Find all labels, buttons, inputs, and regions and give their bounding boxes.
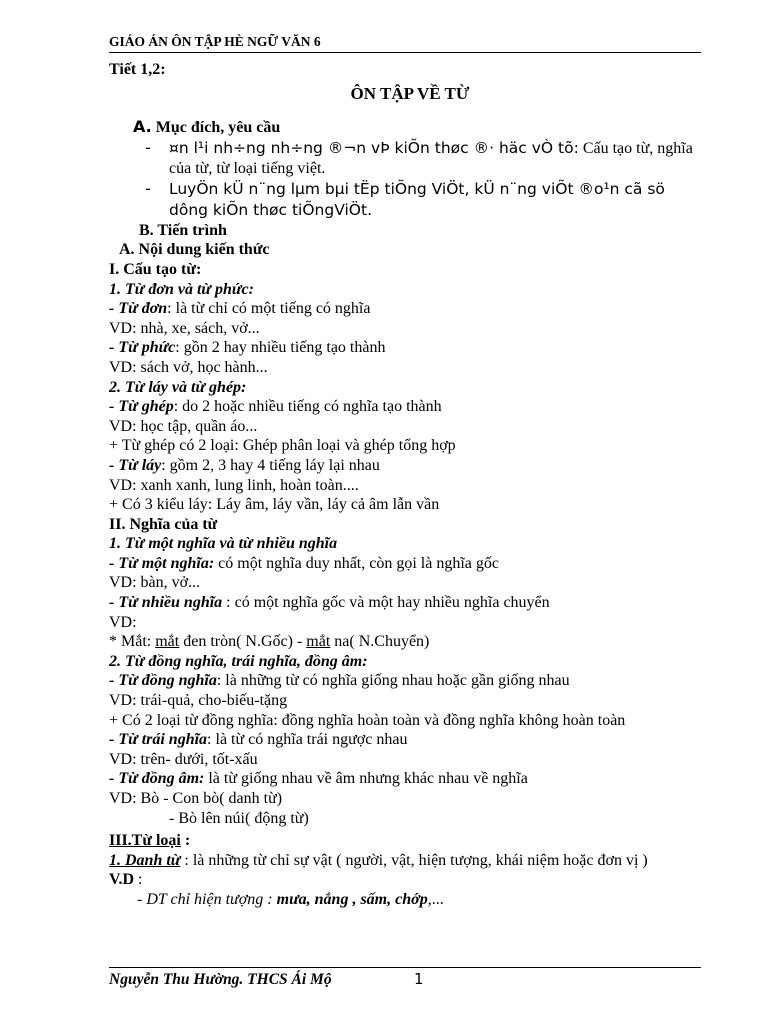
definition-line xyxy=(109,593,701,613)
example-text: * Mắt: xyxy=(109,633,156,651)
definition: : có một nghĩa gốc và một hay nhiều nghĩa chuyển xyxy=(222,594,550,612)
term: - Từ đồng âm: xyxy=(109,770,205,788)
lesson-label: Tiết 1,2: xyxy=(109,61,166,78)
example-line: VD: trái-quả, cho-biếu-tặng xyxy=(109,692,288,710)
page-header: GIÁO ÁN ÔN TẬP HÈ NGỮ VĂN 6 xyxy=(109,34,701,53)
note-line: + Từ ghép có 2 loại: Ghép phân loại và ghép tổng hợp xyxy=(109,437,456,455)
term: - Từ ghép xyxy=(109,398,174,416)
goals-heading-text: Mục đích, yêu cầu xyxy=(155,119,281,137)
example-text: - DT chỉ hiện tượng : xyxy=(137,890,277,908)
goal-item xyxy=(109,179,701,221)
example-text: ,... xyxy=(427,890,444,908)
example-line xyxy=(109,890,701,910)
section-heading: II. Nghĩa của từ xyxy=(109,515,218,533)
definition: có một nghĩa duy nhất, còn gọi là nghĩa gốc xyxy=(214,554,499,572)
goals-letter: A. xyxy=(133,117,152,137)
process-heading: B. Tiến trình xyxy=(139,221,227,239)
example-line: VD: xyxy=(109,613,137,631)
definition-line xyxy=(109,730,701,750)
example-text: đen tròn( N.Gốc) - xyxy=(179,633,307,651)
definition: : là từ có nghĩa trái ngược nhau xyxy=(207,731,408,749)
example-line: VD: Bò - Con bò( danh từ) xyxy=(109,790,283,807)
example-label-colon: : xyxy=(134,871,143,889)
section-heading xyxy=(109,831,701,851)
example-line: VD: xanh xanh, lung linh, hoàn toàn.... xyxy=(109,476,359,494)
definition-line xyxy=(109,338,701,358)
goal-item xyxy=(109,138,701,179)
goal-text: Cấu tạo từ, nghĩa của từ, từ loại tiếng việt. xyxy=(169,139,693,177)
example-line: VD: sách vở, học hành... xyxy=(109,358,268,376)
subsection-heading: 2. Từ đồng nghĩa, trái nghĩa, đồng âm: xyxy=(109,652,368,670)
subsection-heading: 1. Từ một nghĩa và từ nhiều nghĩa xyxy=(109,535,338,553)
page-title: ÔN TẬP VỀ TỪ xyxy=(350,83,470,103)
subsection-heading: 1. Từ đơn và từ phức: xyxy=(109,280,254,298)
section-heading-colon: : xyxy=(180,832,191,850)
page-number: 1 xyxy=(414,970,424,988)
definition-line xyxy=(109,397,701,417)
definition: : là từ chỉ có một tiếng có nghĩa xyxy=(167,300,371,318)
term: - Từ đơn xyxy=(109,300,168,318)
definition-line xyxy=(109,554,701,574)
example-label xyxy=(109,870,701,890)
goal-text-legacy-font: LuyÖn kÜ n¨ng lµm bµi tËp tiÕng ViÖt, kÜ n¨ng viÕt ®o¹n cã sö dông kiÕn thøc tiÕngViÖt. xyxy=(169,179,665,219)
term: - Từ láy xyxy=(109,456,162,474)
definition: : là những từ có nghĩa giống nhau hoặc gần giống nhau xyxy=(216,672,570,690)
definition-line xyxy=(109,769,701,789)
example-line: VD: nhà, xe, sách, vở... xyxy=(109,319,260,337)
definition: : gồm 2, 3 hay 4 tiếng láy lại nhau xyxy=(161,456,380,474)
definition-line xyxy=(109,456,701,476)
goals-heading xyxy=(109,117,701,138)
definition: : do 2 hoặc nhiều tiếng có nghĩa tạo thành xyxy=(173,398,442,416)
term: - Từ trái nghĩa xyxy=(109,731,208,749)
bullet-dash: - xyxy=(145,178,151,198)
term: - Từ đồng nghĩa xyxy=(109,672,217,690)
section-heading-text: III.Từ loại xyxy=(109,832,181,850)
term: - Từ nhiều nghĩa xyxy=(109,594,223,612)
section-heading: I. Cấu tạo từ: xyxy=(109,260,202,278)
page-footer xyxy=(109,967,701,989)
term: 1. Danh từ xyxy=(109,851,181,869)
definition: : là những từ chỉ sự vật ( người, vật, hiện tượng, khái niệm hoặc đơn vị ) xyxy=(180,851,648,869)
note-line: + Có 3 kiểu láy: Láy âm, láy vần, láy cả âm lẫn vần xyxy=(109,496,440,514)
underlined-word: mắt xyxy=(306,633,331,651)
note-line: + Có 2 loại từ đồng nghĩa: đồng nghĩa hoàn toàn và đồng nghĩa không hoàn toàn xyxy=(109,711,626,729)
underlined-word: mắt xyxy=(155,633,180,651)
example-line: VD: bàn, vở... xyxy=(109,574,201,592)
definition-line xyxy=(109,299,701,319)
content-heading: A. Nội dung kiến thức xyxy=(119,241,270,259)
subsection-heading: 2. Từ láy và từ ghép: xyxy=(109,378,247,396)
example-text: na( N.Chuyển) xyxy=(330,633,430,651)
definition: : gồn 2 hay nhiều tiếng tạo thành xyxy=(175,339,386,357)
example-line xyxy=(109,632,701,652)
bullet-dash: - xyxy=(145,137,151,157)
document-body xyxy=(109,60,701,910)
example-line: VD: trên- dưới, tốt-xấu xyxy=(109,750,258,768)
term: - Từ phức xyxy=(109,339,176,357)
example-line: - Bò lên núi( động từ) xyxy=(169,809,309,827)
footer-author: Nguyễn Thu Hường. THCS Ái Mộ xyxy=(109,971,332,988)
term: - Từ một nghĩa: xyxy=(109,554,215,572)
definition-line xyxy=(109,851,701,871)
example-label-text: V.D xyxy=(109,871,135,889)
example-words: mưa, nắng , sấm, chớp xyxy=(276,890,428,908)
example-line: VD: học tập, quần áo... xyxy=(109,417,258,435)
goal-text-legacy-font: ¤n l¹i nh÷ng nh÷ng ®¬n vÞ kiÕn thøc ®· häc vÒ tõ: xyxy=(169,138,579,157)
definition-line xyxy=(109,671,701,691)
definition: là từ giống nhau về âm nhưng khác nhau về nghĩa xyxy=(204,770,528,788)
